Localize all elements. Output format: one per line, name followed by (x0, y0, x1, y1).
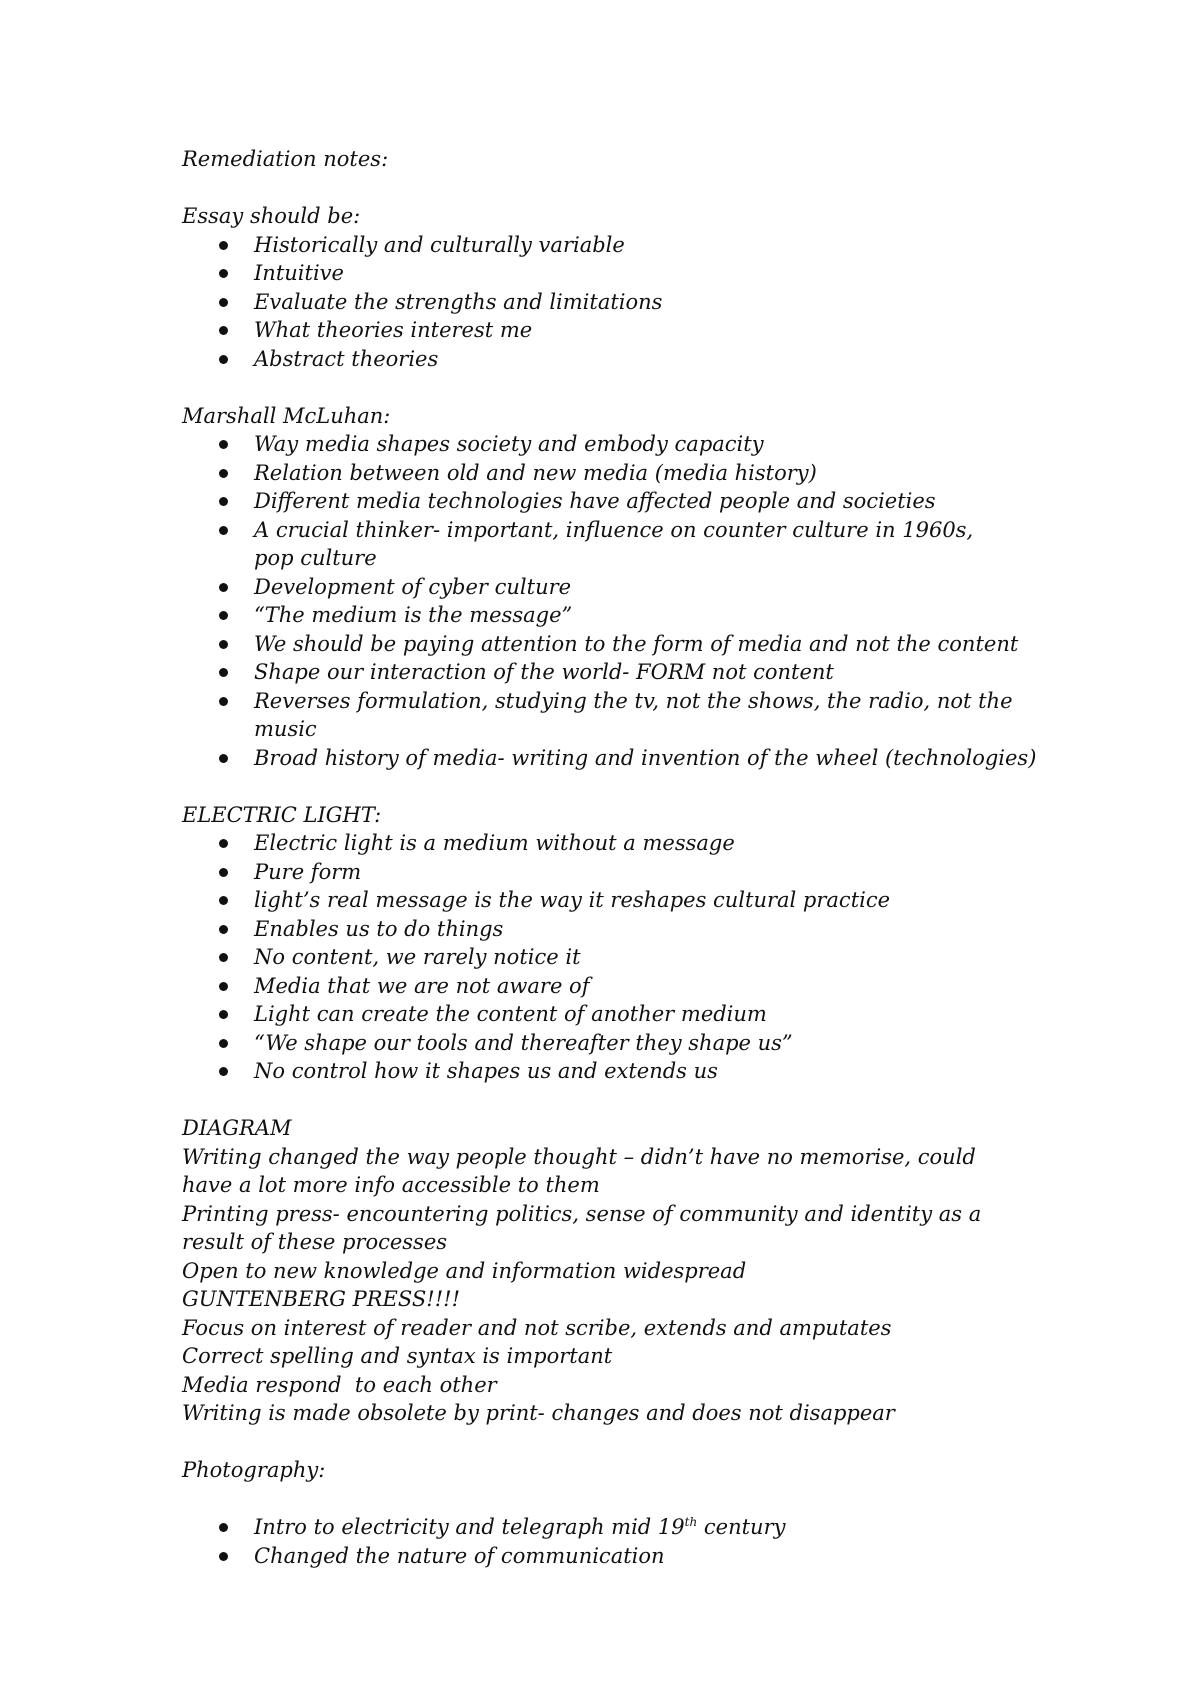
bullet-icon (219, 1010, 228, 1019)
list-item: Pure form (182, 858, 1042, 887)
list-item: “We shape our tools and thereafter they shape us” (182, 1029, 1042, 1058)
list-item: What theories interest me (182, 316, 1042, 345)
bullet-icon (219, 469, 228, 478)
diagram-line: Writing changed the way people thought – didn’t have no memorise, could have a lot more info accessible to them (182, 1144, 976, 1197)
bullet-icon (219, 868, 228, 877)
diagram-line: Focus on interest of reader and not scribe, extends and amputates (182, 1315, 892, 1340)
list-item: Development of cyber culture (182, 573, 1042, 602)
diagram-line: Printing press- encountering politics, sense of community and identity as a result of these processes (182, 1201, 982, 1254)
diagram-line: Correct spelling and syntax is important (182, 1344, 613, 1368)
list-item: No control how it shapes us and extends us (182, 1057, 1042, 1086)
list-item: We should be paying attention to the form of media and not the content (182, 630, 1042, 659)
list-item: Intro to electricity and telegraph mid 19th century (182, 1513, 1042, 1542)
list-item: No content, we rarely notice it (182, 943, 1042, 972)
bullet-icon (219, 640, 228, 649)
mcluhan-heading: Marshall McLuhan: (182, 403, 391, 428)
essay-list (182, 231, 1042, 374)
bullet-icon (219, 440, 228, 449)
bullet-icon (219, 1039, 228, 1048)
list-item: Light can create the content of another medium (182, 1000, 1042, 1029)
electric-light-list (182, 829, 1042, 1086)
mcluhan-list (182, 430, 1042, 772)
bullet-icon (219, 269, 228, 278)
bullet-icon (219, 982, 228, 991)
diagram-heading: DIAGRAM (182, 1116, 292, 1140)
bullet-icon (219, 583, 228, 592)
list-item: light’s real message is the way it reshapes cultural practice (182, 886, 1042, 915)
page-title: Remediation notes: (182, 147, 389, 171)
diagram-line: Writing is made obsolete by print- changes and does not disappear (182, 1401, 895, 1425)
diagram-line: Open to new knowledge and information widespread (182, 1258, 747, 1283)
bullet-icon (219, 298, 228, 307)
list-item: A crucial thinker- important, influence on counter culture in 1960s, pop culture (182, 516, 1042, 573)
bullet-icon (219, 1552, 228, 1561)
bullet-icon (219, 497, 228, 506)
bullet-icon (219, 953, 228, 962)
bullet-icon (219, 1523, 228, 1532)
bullet-icon (219, 326, 228, 335)
diagram-line: GUNTENBERG PRESS!!!! (182, 1287, 461, 1311)
superscript: th (684, 1515, 698, 1529)
list-item: Evaluate the strengths and limitations (182, 288, 1042, 317)
bullet-icon (219, 697, 228, 706)
list-item: Different media technologies have affected people and societies (182, 487, 1042, 516)
list-item: Broad history of media- writing and invention of the wheel (technologies) (182, 744, 1042, 773)
document-body (182, 145, 1042, 1570)
bullet-icon (219, 1067, 228, 1076)
photography-list (182, 1513, 1042, 1570)
bullet-icon (219, 754, 228, 763)
list-item: Changed the nature of communication (182, 1542, 1042, 1571)
list-item: Reverses formulation, studying the tv, not the shows, the radio, not the music (182, 687, 1042, 744)
list-item: Abstract theories (182, 345, 1042, 374)
list-item: Media that we are not aware of (182, 972, 1042, 1001)
list-item: Way media shapes society and embody capacity (182, 430, 1042, 459)
bullet-icon (219, 355, 228, 364)
bullet-icon (219, 925, 228, 934)
bullet-icon (219, 526, 228, 535)
bullet-icon (219, 611, 228, 620)
list-item: Historically and culturally variable (182, 231, 1042, 260)
list-item: Enables us to do things (182, 915, 1042, 944)
electric-light-heading: ELECTRIC LIGHT: (182, 802, 382, 827)
photography-heading: Photography: (182, 1458, 326, 1482)
list-item: Relation between old and new media (media history) (182, 459, 1042, 488)
essay-heading: Essay should be: (182, 204, 361, 228)
list-item: Shape our interaction of the world- FORM not content (182, 658, 1042, 687)
list-item: “The medium is the message” (182, 601, 1042, 630)
bullet-icon (219, 896, 228, 905)
bullet-icon (219, 241, 228, 250)
diagram-line: Media respond to each other (182, 1372, 497, 1397)
bullet-icon (219, 839, 228, 848)
bullet-icon (219, 668, 228, 677)
list-item: Electric light is a medium without a message (182, 829, 1042, 858)
list-item: Intuitive (182, 259, 1042, 288)
